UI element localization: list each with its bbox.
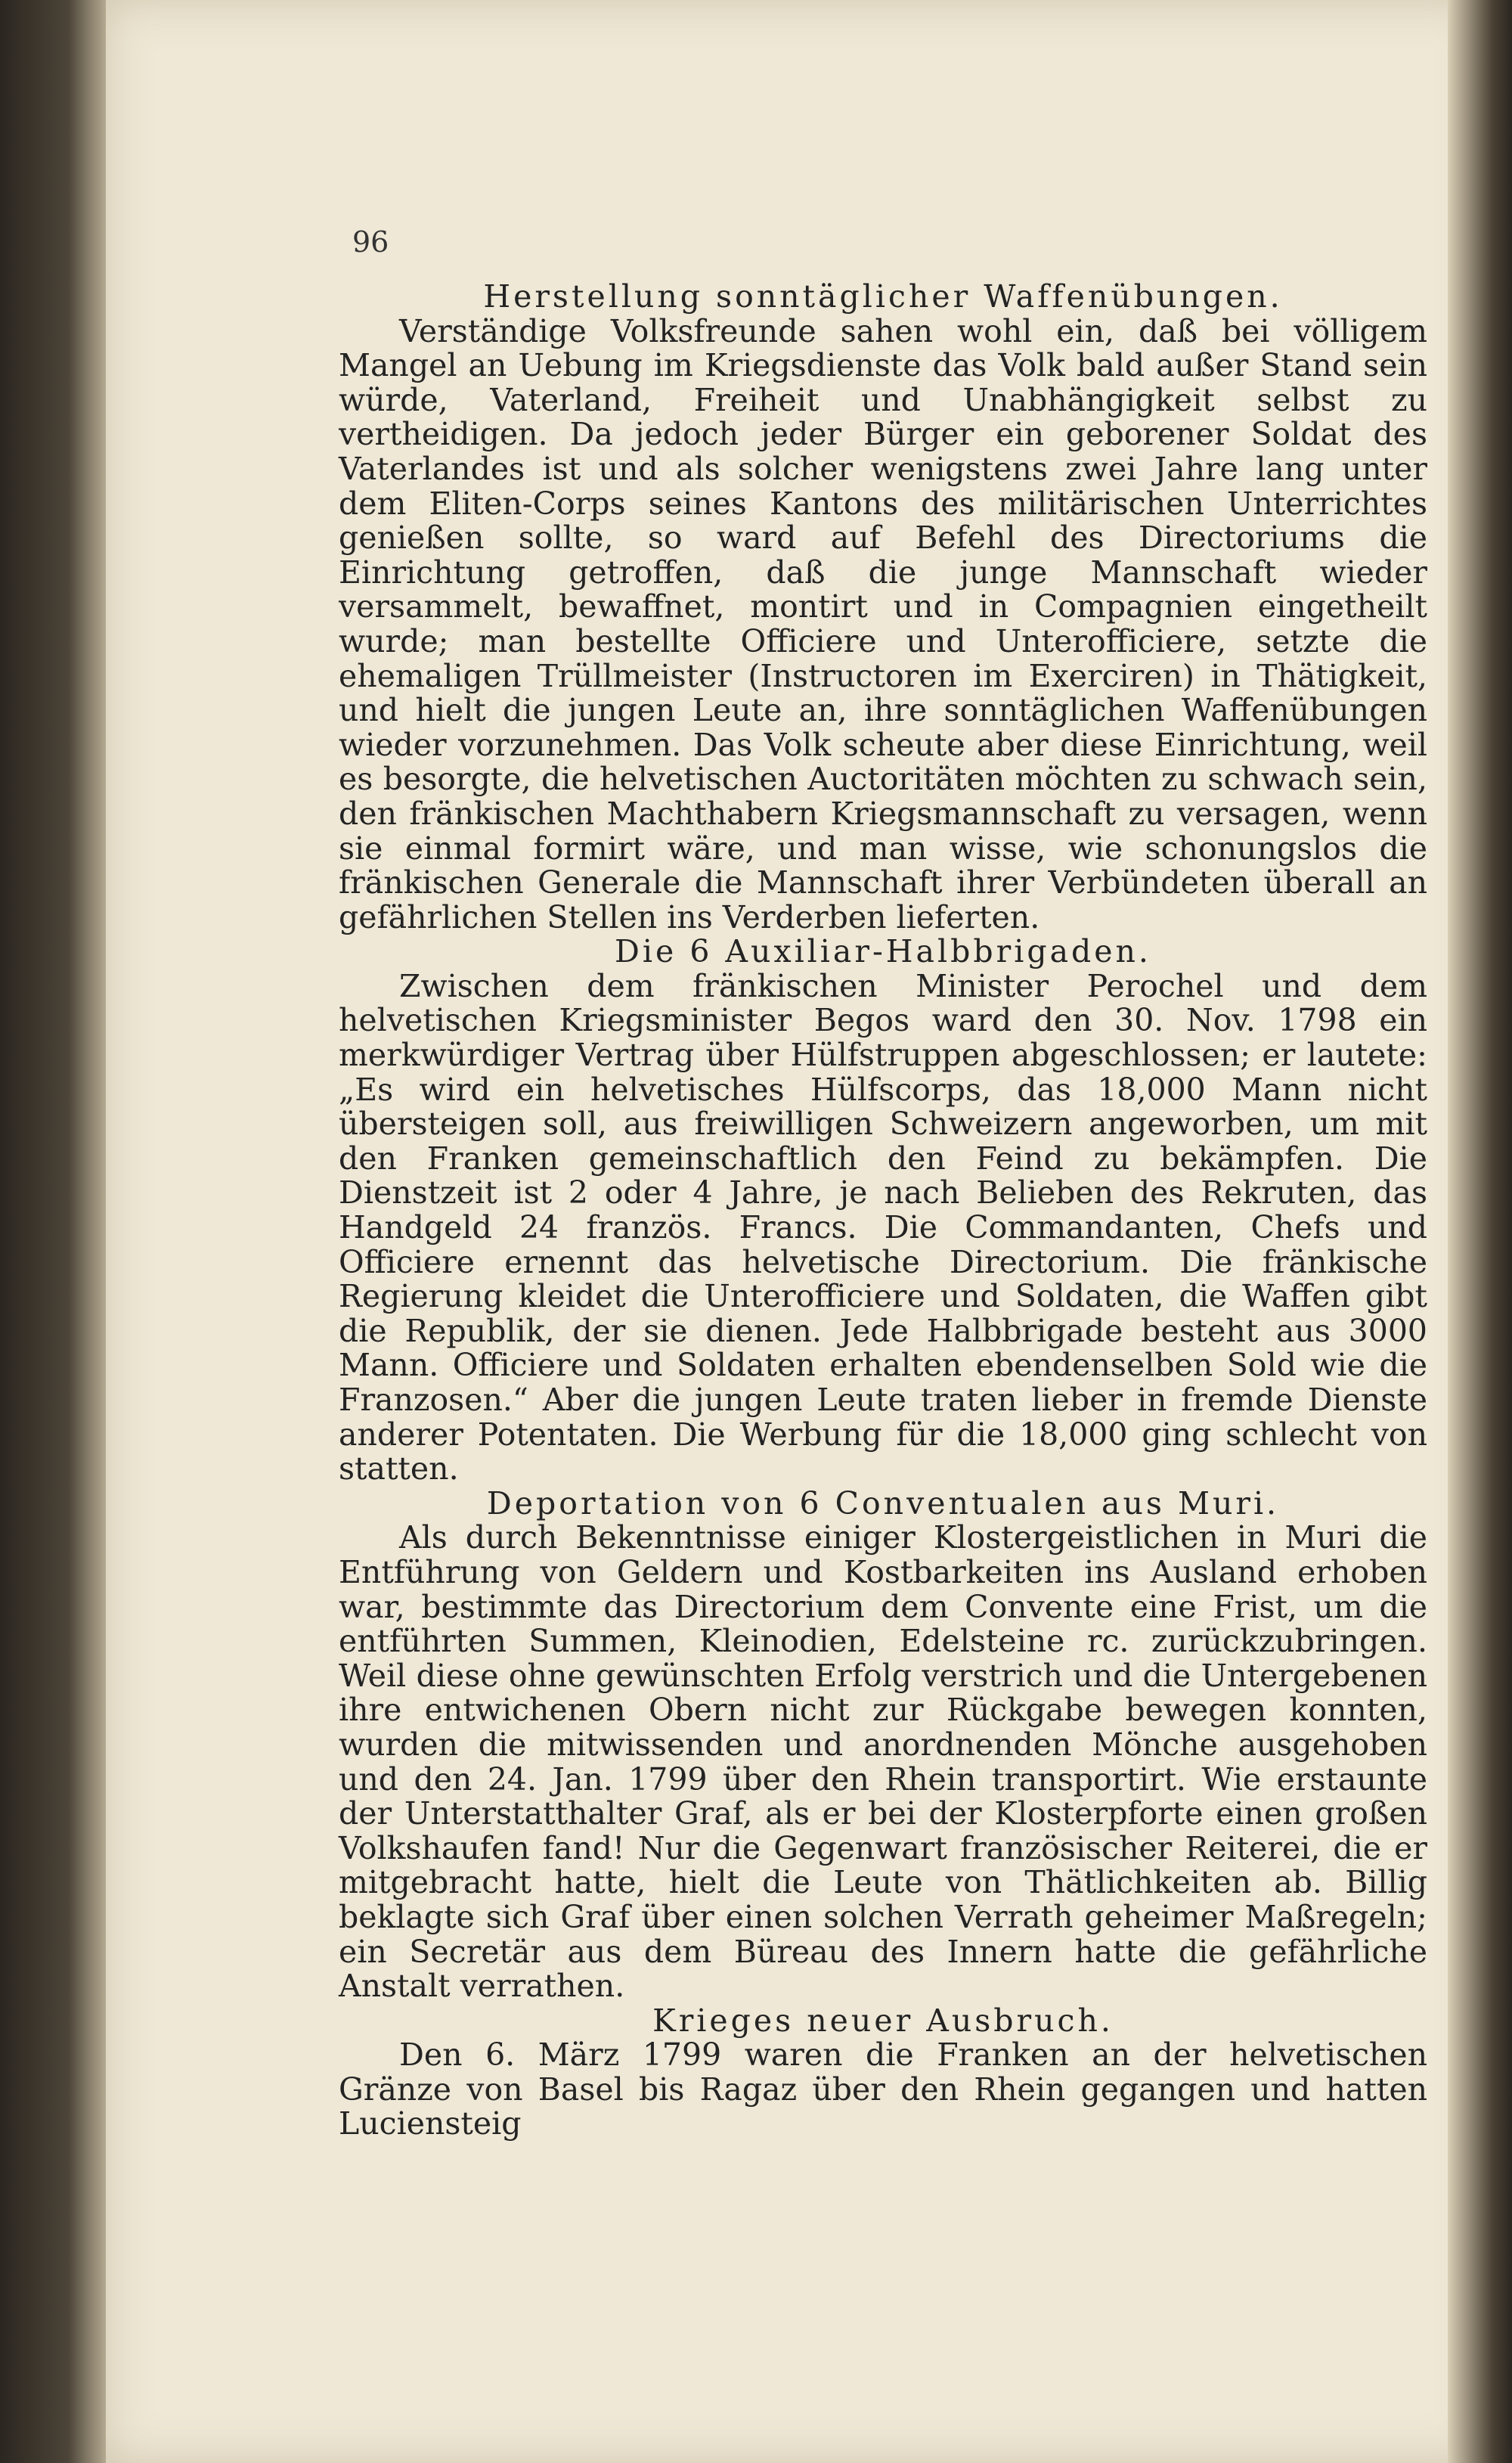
section-heading-waffenuebungen: Herstellung sonntäglicher Waffenübungen. <box>483 278 1283 315</box>
section-body-krieg: Den 6. März 1799 waren die Franken an der helvetischen Gränze von Basel bis Ragaz über den Rhein gegangen und hatten Luciensteig <box>339 2036 1427 2142</box>
section-heading-krieg: Krieges neuer Ausbruch. <box>652 2002 1114 2039</box>
page-number: 96 <box>352 225 389 259</box>
section-body-waffenuebungen: Verständige Volksfreunde sahen wohl ein, daß bei völligem Mangel an Uebung im Kriegsdienste das Volk bald außer Stand sein würde, Vaterland, Freiheit und Unabhängigkeit selbst zu vertheidigen. Da jedoch jeder Bürger ein geborener Soldat des Vaterlandes ist und als solcher wenigstens zwei Jahre lang unter dem Eliten-Corps seines Kantons des militärischen Unterrichtes genießen sollte, so ward auf Befehl des Directoriums die Einrichtung getroffen, daß die junge Mannschaft wieder versammelt, bewaffnet, montirt und in Compagnien eingetheilt wurde; man bestellte Officiere und Unterofficiere, setzte die ehemaligen Trüllmeister (Instructoren im Exerciren) in Thätigkeit, und hielt die jungen Leute an, ihre sonntäglichen Waffenübungen wieder vorzunehmen. Das Volk scheute aber diese Einrichtung, weil es besorgte, die helvetischen Auctoritäten möchten zu schwach sein, den fränkischen Machthabern Kriegsmannschaft zu versagen, wenn sie einmal formirt wäre, und man wisse, wie schonungslos die fränkischen Generale die Mannschaft ihrer Verbündeten überall an gefährlichen Stellen ins Verderben lieferten. <box>339 312 1427 935</box>
section-heading-halbbrigaden: Die 6 Auxiliar-Halbbrigaden. <box>615 933 1151 970</box>
section-heading-deportation: Deportation von 6 Conventualen aus Muri. <box>486 1484 1280 1522</box>
page-text <box>339 280 1427 2142</box>
book-gutter <box>1448 0 1512 2463</box>
section-body-deportation: Als durch Bekenntnisse einiger Klostergeistlichen in Muri die Entführung von Geldern und Kostbarkeiten ins Ausland erhoben war, bestimmte das Directorium dem Convente eine Frist, um die entführten Summen, Kleinodien, Edelsteine rc. zurückzubringen. Weil diese ohne gewünschten Erfolg verstrich und die Untergebenen ihre entwichenen Obern nicht zur Rückgabe bewegen konnten, wurden die mitwissenden und anordnenden Mönche ausgehoben und den 24. Jan. 1799 über den Rhein transportirt. Wie erstaunte der Unterstatthalter Graf, als er bei der Klosterpforte einen großen Volkshaufen fand! Nur die Gegenwart französischer Reiterei, die er mitgebracht hatte, hielt die Leute von Thätlichkeiten ab. Billig beklagte sich Graf über einen solchen Verrath geheimer Maßregeln; ein Secretär aus dem Büreau des Innern hatte die gefährliche Anstalt verrathen. <box>339 1519 1427 2005</box>
book-left-edge <box>0 0 113 2463</box>
section-body-halbbrigaden: Zwischen dem fränkischen Minister Perochel und dem helvetischen Kriegsminister Begos ward den 30. Nov. 1798 ein merkwürdiger Vertrag über Hülfstruppen abgeschlossen; er lautete: „Es wird ein helvetisches Hülfscorps, das 18,000 Mann nicht übersteigen soll, aus freiwilligen Schweizern angeworben, um mit den Franken gemeinschaftlich den Feind zu bekämpfen. Die Dienstzeit ist 2 oder 4 Jahre, je nach Belieben des Rekruten, das Handgeld 24 französ. Francs. Die Commandanten, Chefs und Officiere ernennt das helvetische Directorium. Die fränkische Regierung kleidet die Unterofficiere und Soldaten, die Waffen gibt die Republik, der sie dienen. Jede Halbbrigade besteht aus 3000 Mann. Officiere und Soldaten erhalten ebendenselben Sold wie die Franzosen.“ Aber die jungen Leute traten lieber in fremde Dienste anderer Potentaten. Die Werbung für die 18,000 ging schlecht von statten. <box>339 967 1427 1487</box>
